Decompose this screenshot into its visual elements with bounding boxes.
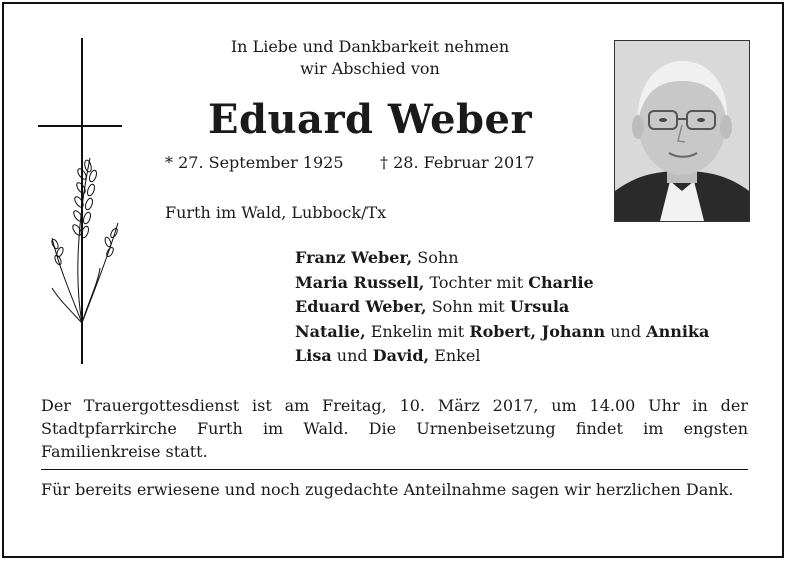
divider xyxy=(41,469,748,470)
family-relation: und xyxy=(605,321,647,341)
family-name: Maria Russell, xyxy=(295,272,425,292)
family-name: Franz Weber, xyxy=(295,248,413,267)
thanks-note: Für bereits erwiesene und noch zugedachte Anteilnahme sagen wir herzlichen Dank. xyxy=(41,480,734,499)
family-relation: und xyxy=(331,346,373,365)
cross-with-wheat-icon xyxy=(38,38,128,364)
family-member-row xyxy=(295,320,709,345)
family-relation: Enkelin mit xyxy=(365,321,470,341)
family-name: Ursula xyxy=(509,297,570,316)
family-list xyxy=(295,246,709,369)
death-date: † 28. Februar 2017 xyxy=(380,153,535,172)
family-relation: Sohn mit xyxy=(426,297,510,316)
birth-date: * 27. September 1925 xyxy=(165,153,344,172)
family-relation: Sohn xyxy=(412,248,459,267)
service-announcement: Der Trauergottesdienst ist am Freitag, 10. März 2017, um 14.00 Uhr in der Stadtpfarrkirche Furth im Wald. Die Urnenbeisetzung findet im engsten Familienkreise statt. xyxy=(41,396,748,461)
intro-line-2: wir Abschied von xyxy=(300,59,440,78)
family-relation: Tochter mit xyxy=(424,272,529,292)
intro-line-1: In Liebe und Dankbarkeit nehmen xyxy=(230,37,510,56)
family-name: Natalie, xyxy=(295,321,366,341)
family-name: Lisa xyxy=(295,346,332,365)
life-dates xyxy=(165,152,535,174)
residence-place: Furth im Wald, Lubbock/Tx xyxy=(165,203,387,222)
family-member-row xyxy=(295,246,709,271)
family-member-row xyxy=(295,295,709,320)
family-relation: Enkel xyxy=(429,346,481,365)
portrait-photo xyxy=(614,40,750,222)
family-member-row xyxy=(295,271,709,296)
deceased-name: Eduard Weber xyxy=(207,96,533,143)
family-name: Annika xyxy=(646,321,710,341)
family-name: David, xyxy=(372,346,430,365)
family-name: Eduard Weber, xyxy=(295,297,427,316)
family-member-row xyxy=(295,344,709,369)
family-name: Charlie xyxy=(528,272,594,292)
family-name: Robert, Johann xyxy=(469,321,606,341)
